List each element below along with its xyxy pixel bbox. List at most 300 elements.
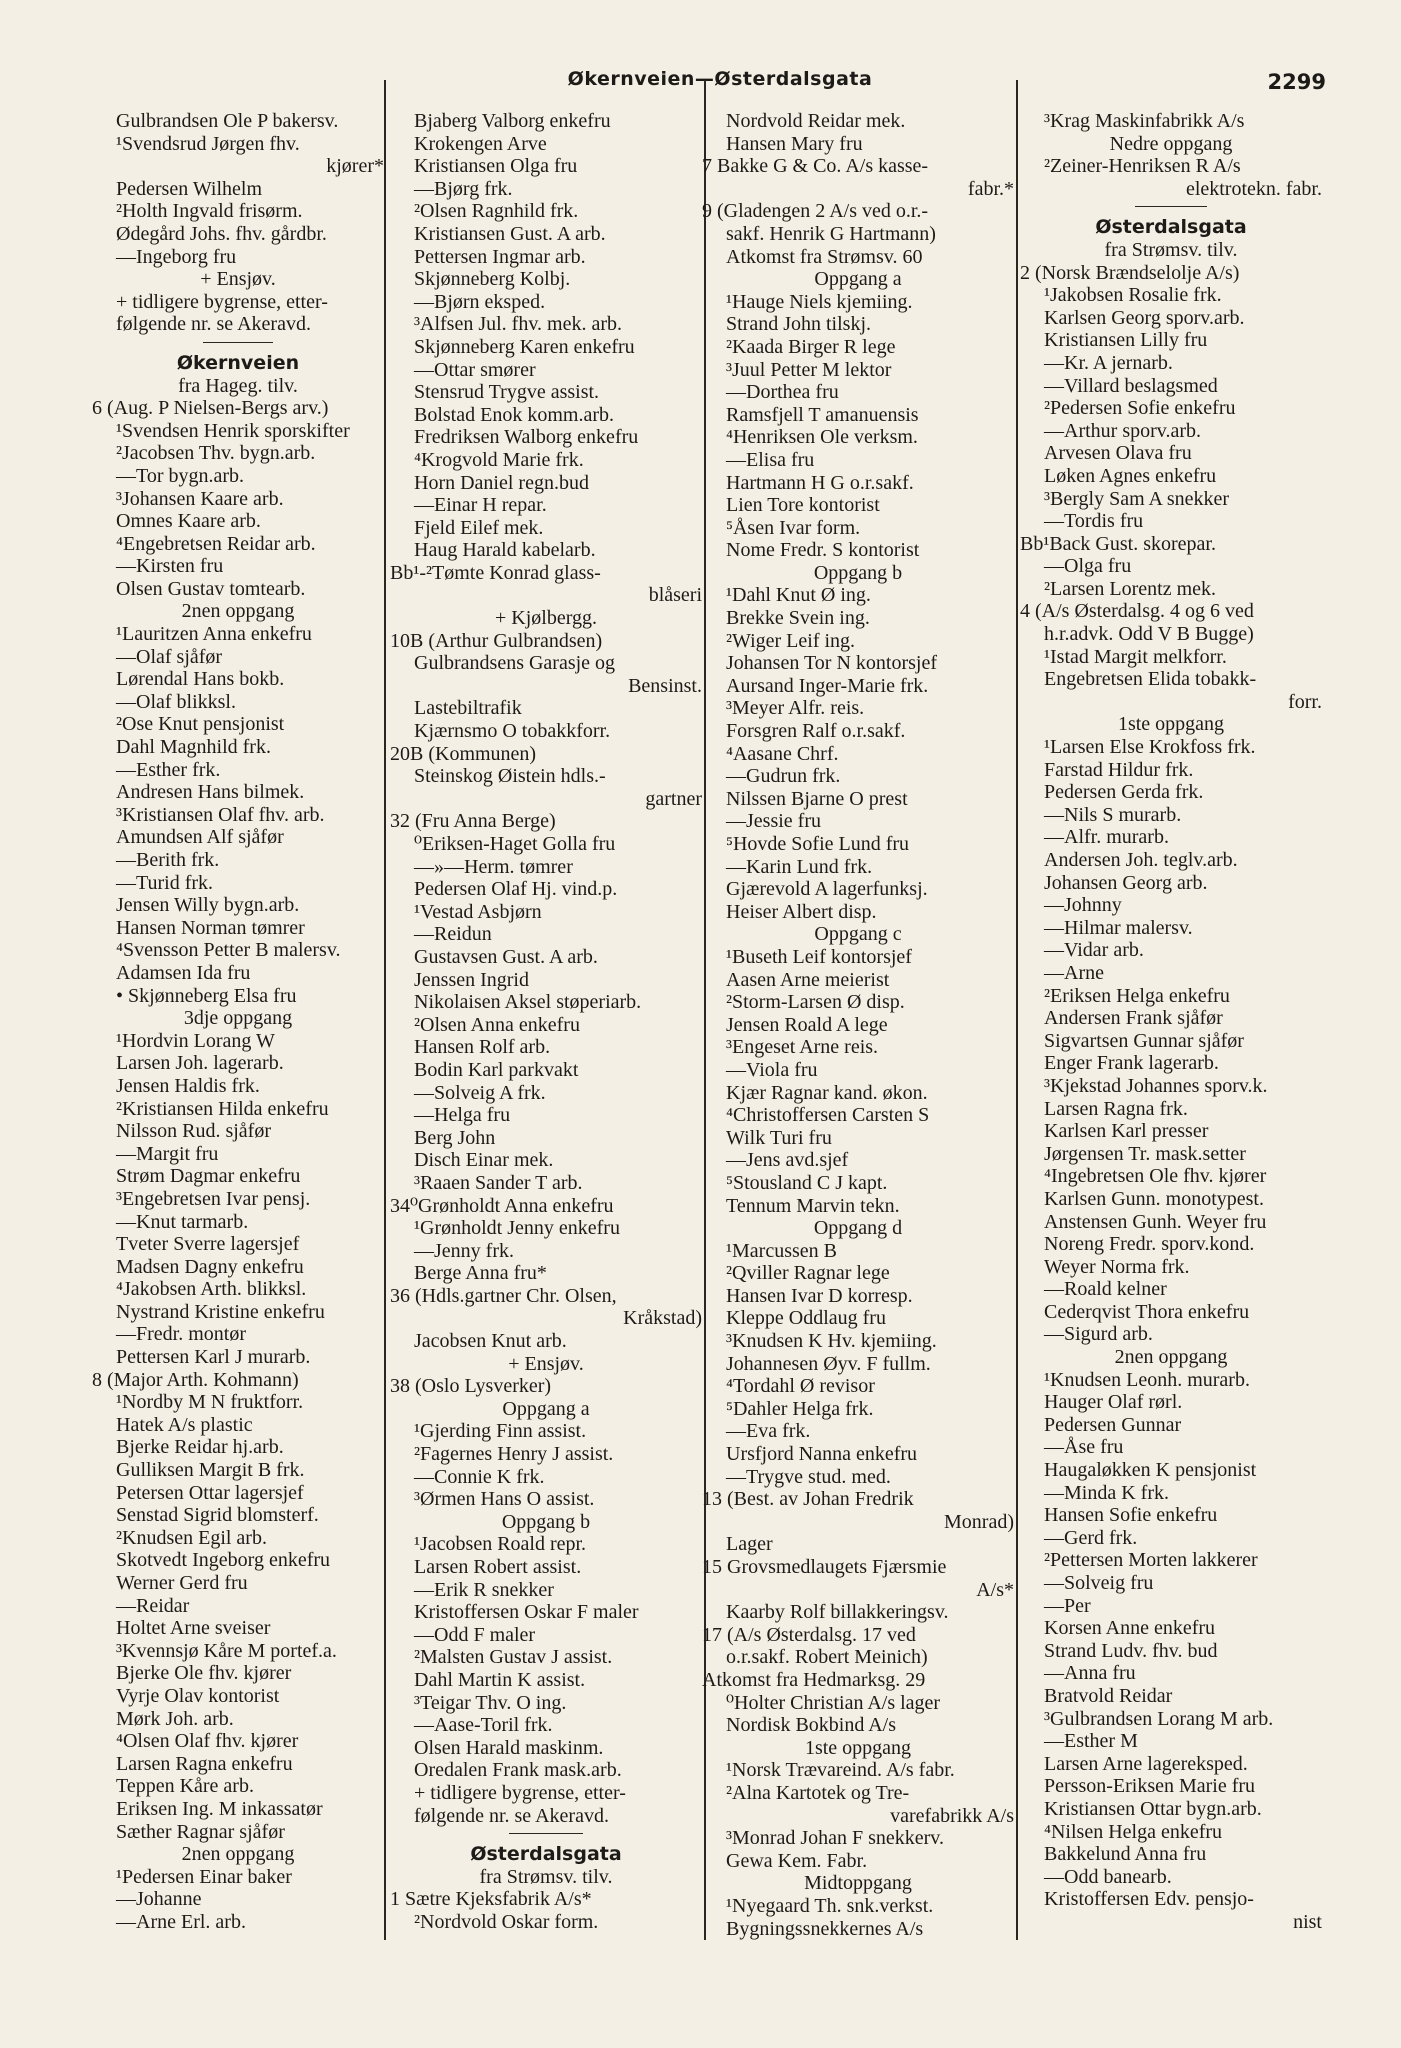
directory-line: Hansen Sofie enkefru [1044,1504,1218,1527]
directory-line: —Helga fru [414,1104,511,1127]
directory-line: Persson-Eriksen Marie fru [1044,1775,1256,1798]
directory-line: ¹Pedersen Einar baker [116,1865,292,1888]
directory-line: Teppen Kåre arb. [116,1775,254,1798]
directory-line: ³Monrad Johan F snekkerv. [726,1827,944,1850]
directory-line: —Reidar [116,1594,190,1617]
directory-line: Hauger Olaf rørl. [1044,1391,1183,1414]
directory-line: 1ste oppgang [1117,713,1225,736]
directory-line: + Ensjøv. [200,268,276,291]
directory-line: Hansen Rolf arb. [414,1036,551,1059]
directory-line: Andersen Frank sjåfør [1044,1007,1223,1030]
directory-line: Werner Gerd fru [116,1572,248,1594]
directory-line: —Turid frk. [116,871,214,894]
directory-line: Adamsen Ida fru [116,961,251,984]
directory-line: Haug Harald kabelarb. [414,539,596,562]
directory-line: Berg John [414,1126,496,1149]
directory-line: Larsen Ragna frk. [1044,1097,1188,1120]
directory-line: ³Engeset Arne reis. [726,1036,879,1059]
directory-line: Jørgensen Tr. mask.setter [1044,1142,1246,1165]
directory-line: ³Knudsen K Hv. kjemiing. [726,1330,937,1353]
directory-line: —Arne Erl. arb. [116,1910,246,1933]
directory-line: ¹Marcussen B [726,1239,837,1262]
directory-line: Pedersen Gerda frk. [1044,781,1204,804]
directory-line: Cederqvist Thora enkefru [1044,1300,1250,1323]
directory-line: —Margit fru [116,1142,219,1165]
directory-line: —Jens avd.sjef [726,1149,849,1172]
directory-line: Pedersen Olaf Hj. vind.p. [414,878,618,901]
directory-column-3 [702,110,1014,1940]
street-heading: Østerdalsgata [470,1843,622,1866]
directory-line: ²Larsen Lorentz mek. [1044,577,1217,600]
column-divider [1016,80,1018,1940]
directory-line: Krokengen Arve [414,132,547,155]
directory-line: Gulbrandsen Ole P bakersv. [116,110,339,132]
directory-line: Lastebiltrafik [414,697,522,720]
directory-line: Kjær Ragnar kand. økon. [726,1081,928,1104]
directory-line: Vyrje Olav kontorist [116,1684,280,1707]
directory-line: Ødegård Johs. fhv. gårdbr. [116,222,327,245]
directory-line: ¹Nyegaard Th. snk.verkst. [726,1894,934,1917]
directory-line: ³Kvennsjø Kåre M portef.a. [116,1639,337,1662]
directory-line: Karlsen Gunn. monotypest. [1044,1187,1264,1210]
directory-line: ³Teigar Thv. O ing. [414,1691,567,1714]
directory-line: —Reidun [414,923,492,946]
section-rule [92,336,384,348]
directory-line: ⁴Henriksen Ole verksm. [726,426,918,449]
directory-line: Tennum Marvin tekn. [726,1194,900,1217]
directory-line: —Jessie fru [726,810,821,833]
directory-line: Bratvold Reidar [1044,1684,1173,1707]
directory-line: 38 (Oslo Lysverker) [390,1375,552,1398]
directory-line: Haugaløkken K pensjonist [1044,1459,1257,1482]
directory-line: Hartmann H G o.r.sakf. [726,471,914,494]
directory-line: 10B (Arthur Gulbrandsen) [390,629,603,652]
directory-line: Jensen Haldis frk. [116,1074,260,1097]
directory-line: Lørendal Hans bokb. [116,668,285,691]
directory-line: —Odd F maler [414,1623,536,1646]
directory-line: Jenssen Ingrid [414,968,529,991]
directory-line: ²Nordvold Oskar form. [414,1910,599,1933]
directory-line: Forsgren Ralf o.r.sakf. [726,720,906,743]
directory-line: + Ensjøv. [508,1352,584,1375]
directory-line: —Aase-Toril frk. [414,1714,553,1737]
directory-line: ²Holth Ingvald frisørm. [116,200,303,223]
page-title: Økernveien—Østerdalsgata [567,68,873,90]
directory-line: Kristiansen Ottar bygn.arb. [1044,1797,1262,1820]
directory-line: Johansen Tor N kontorsjef [726,652,937,675]
directory-line: Johansen Georg arb. [1044,871,1208,894]
directory-line: ⁴Nilsen Helga enkefru [1044,1820,1223,1843]
directory-line: —Elisa fru [726,448,815,471]
directory-line: —Fredr. montør [116,1323,246,1346]
directory-line: —Tor bygn.arb. [116,464,245,487]
directory-line: Larsen Ragna enkefru [116,1752,293,1775]
directory-line: Nilsson Rud. sjåfør [116,1120,271,1143]
directory-line: Heiser Albert disp. [726,900,877,923]
directory-line: Hansen Ivar D korresp. [726,1284,913,1307]
directory-line: 17 (A/s Østerdalsg. 17 ved [702,1623,916,1646]
directory-line: ⁴Tordahl Ø revisor [726,1375,875,1398]
directory-line: blåseri [648,584,702,607]
directory-line: 6 (Aug. P Nielsen-Bergs arv.) [92,397,329,420]
street-heading: Østerdalsgata [1095,216,1247,239]
directory-line: Kristoffersen Oskar F maler [414,1601,639,1624]
directory-line: Nystrand Kristine enkefru [116,1300,325,1323]
column-divider [384,80,386,1940]
directory-line: 4 (A/s Østerdalsg. 4 og 6 ved [1020,600,1254,623]
directory-line: Wilk Turi fru [726,1126,832,1149]
directory-line: elektrotekn. fabr. [1185,177,1322,200]
directory-line: ³Engebretsen Ivar pensj. [116,1187,311,1210]
directory-line: ¹Svendsrud Jørgen fhv. [116,132,300,155]
section-rule [1020,200,1322,212]
directory-line: Kristiansen Gust. A arb. [414,222,606,245]
directory-line: ³Meyer Alfr. reis. [726,697,865,720]
directory-line: Nordvold Reidar mek. [726,110,906,132]
directory-line: Mørk Joh. arb. [116,1707,234,1730]
directory-line: Larsen Joh. lagerarb. [116,1052,284,1075]
directory-line: Pettersen Ingmar arb. [414,245,586,268]
directory-line: Strand John tilskj. [726,313,872,336]
directory-line: ⁴Olsen Olaf fhv. kjører [116,1730,299,1753]
directory-line: —Sigurd arb. [1044,1323,1153,1346]
directory-line: ²Kristiansen Hilda enkefru [116,1097,329,1120]
directory-line: ²Pettersen Morten lakkerer [1044,1549,1258,1572]
directory-line: Hansen Norman tømrer [116,916,305,939]
directory-line: —Eva frk. [726,1420,811,1443]
directory-line: —Esther frk. [116,758,221,781]
directory-line: ³Krag Maskinfabrikk A/s [1044,110,1245,132]
directory-line: Sigvartsen Gunnar sjåfør [1044,1029,1244,1052]
directory-line: ⁴Svensson Petter B malersv. [116,939,341,962]
directory-line: ²Qviller Ragnar lege [726,1262,890,1285]
directory-line: Noreng Fredr. sporv.kond. [1044,1233,1255,1256]
directory-line: + tidligere bygrense, etter- [116,290,328,313]
directory-line: Johannesen Øyv. F fullm. [726,1352,931,1375]
directory-line: —Viola fru [726,1058,818,1081]
directory-line: 15 Grovsmedlaugets Fjærsmie [702,1556,947,1578]
directory-line: Kristiansen Olga fru [414,155,578,178]
directory-line: Stensrud Trygve assist. [414,381,600,404]
directory-line: Lien Tore kontorist [726,494,880,517]
directory-line: Bb¹-²Tømte Konrad glass- [390,561,601,584]
directory-line: Weyer Norma frk. [1044,1255,1190,1278]
directory-line: 9 (Gladengen 2 A/s ved o.r.- [702,200,929,223]
directory-line: ¹Grønholdt Jenny enkefru [414,1217,620,1240]
directory-line: 8 (Major Arth. Kohmann) [92,1368,299,1391]
directory-line: 3dje oppgang [183,1007,293,1030]
directory-line: Oredalen Frank mask.arb. [414,1759,622,1782]
directory-line: sakf. Henrik G Hartmann) [726,222,936,245]
directory-line: Kristoffersen Edv. pensjo- [1044,1888,1254,1911]
directory-line: nist [1293,1910,1322,1933]
directory-line: ²Wiger Leif ing. [726,629,856,652]
directory-line: Andresen Hans bilmek. [116,781,305,804]
directory-line: 7 Bakke G & Co. A/s kasse- [702,155,929,178]
directory-line: —Erik R snekker [414,1578,554,1601]
directory-line: ⁵Dahler Helga frk. [726,1397,874,1420]
directory-line: Larsen Robert assist. [414,1556,582,1578]
directory-line: —Minda K frk. [1044,1481,1169,1504]
directory-line: Andersen Joh. teglv.arb. [1044,849,1238,871]
directory-line: ²Knudsen Egil arb. [116,1526,267,1549]
directory-line: ¹Jacobsen Roald repr. [414,1533,587,1556]
directory-line: + Kjølbergg. [494,607,597,630]
directory-line: ¹Gjerding Finn assist. [414,1420,587,1443]
directory-line: ¹Buseth Leif kontorsjef [726,945,912,968]
directory-line: ¹Jakobsen Rosalie frk. [1044,284,1222,307]
directory-line: ⁴Aasane Chrf. [726,742,839,765]
directory-line: Olsen Gustav tomtearb. [116,577,306,600]
directory-line: Bjerke Ole fhv. kjører [116,1662,292,1685]
directory-line: 1ste oppgang [804,1736,912,1759]
directory-line: Ramsfjell T amanuensis [726,403,919,426]
directory-line: —Vidar arb. [1044,939,1144,962]
directory-line: Løken Agnes enkefru [1044,464,1217,487]
directory-line: ³Juul Petter M lektor [726,358,892,381]
directory-line: Kjærnsmo O tobakkforr. [414,720,611,743]
directory-line: Aasen Arne meierist [726,968,890,991]
directory-line: ⁴Krogvold Marie frk. [414,448,584,471]
directory-line: Atkomst fra Hedmarksg. 29 [702,1668,926,1691]
directory-line: —Karin Lund frk. [726,855,873,878]
directory-line: Larsen Arne lagereksped. [1044,1752,1248,1775]
directory-line: Pettersen Karl J murarb. [116,1346,311,1369]
directory-line: ⁵Hovde Sofie Lund fru [726,833,910,855]
street-heading: Økernveien [176,351,300,374]
directory-line: ³Kjekstad Johannes sporv.k. [1044,1074,1268,1097]
directory-line: Oppgang b [813,561,903,584]
directory-line: Gustavsen Gust. A arb. [414,945,598,968]
directory-line: —Ottar smører [414,358,536,381]
directory-line: Bjerke Reidar hj.arb. [116,1436,284,1459]
directory-line: —Kirsten fru [116,555,224,578]
directory-line: Engebretsen Elida tobakk- [1044,668,1257,691]
directory-line: —Solveig fru [1044,1572,1154,1594]
directory-line: —Trygve stud. med. [726,1465,891,1488]
directory-line: Skjønneberg Karen enkefru [414,335,635,358]
directory-line: ⁵Stousland C J kapt. [726,1171,888,1194]
directory-line: —Johanne [116,1888,202,1911]
directory-line: ⁰Eriksen-Haget Golla fru [414,833,616,855]
page-number: 2299 [1267,70,1326,94]
directory-line: Kleppe Oddlaug fru [726,1307,886,1330]
directory-line: Dahl Magnhild frk. [116,736,271,759]
directory-line: —Arne [1044,961,1104,984]
directory-line: Eriksen Ing. M inkassatør [116,1797,323,1820]
directory-line: o.r.sakf. Robert Meinich) [726,1646,928,1669]
directory-line: Gulliksen Margit B frk. [116,1459,305,1482]
directory-line: Steinskog Øistein hdls.- [414,765,606,788]
directory-line: Oppgang d [813,1217,903,1240]
directory-line: fra Strømsv. tilv. [1104,238,1238,261]
directory-line: Horn Daniel regn.bud [414,471,589,494]
directory-line: Atkomst fra Strømsv. 60 [726,245,923,268]
directory-line: ²Olsen Anna enkefru [414,1013,580,1036]
directory-line: gartner [645,787,702,810]
directory-line: Monrad) [944,1510,1014,1533]
directory-line: 2nen oppgang [1114,1346,1228,1369]
directory-line: ²Fagernes Henry J assist. [414,1443,614,1466]
directory-line: —Arthur sporv.arb. [1044,419,1202,442]
directory-line: 2nen oppgang [181,600,295,623]
directory-line: fra Hageg. tilv. [178,374,298,397]
directory-line: Pedersen Gunnar [1044,1413,1182,1436]
directory-line: ⁴Christoffersen Carsten S [726,1104,930,1127]
directory-line: —Kr. A jernarb. [1044,351,1173,374]
directory-line: ¹Svendsen Henrik sporskifter [116,419,350,442]
directory-line: —Åse fru [1044,1436,1124,1459]
directory-line: Lager [726,1533,773,1556]
directory-line: —Nils S murarb. [1044,803,1182,826]
directory-line: ³Johansen Kaare arb. [116,487,284,510]
directory-line: Madsen Dagny enkefru [116,1255,304,1278]
directory-line: ²Jacobsen Thv. bygn.arb. [116,442,316,465]
directory-line: 2nen oppgang [181,1843,295,1866]
directory-column-2 [390,110,702,1940]
directory-line: kjører* [326,155,384,178]
directory-line: Oppgang b [501,1510,591,1533]
directory-line: A/s* [976,1578,1014,1601]
directory-line: 34⁰Grønholdt Anna enkefru [390,1194,614,1217]
directory-line: —Olaf sjåfør [116,645,223,668]
directory-line: Nikolaisen Aksel støperiarb. [414,991,642,1014]
directory-line: Skjønneberg Kolbj. [414,268,571,291]
directory-line: Kaarby Rolf billakkeringsv. [726,1601,949,1624]
directory-line: Nedre oppgang [1109,132,1233,155]
directory-line: ³Ørmen Hans O assist. [414,1488,595,1511]
directory-line: Bjaberg Valborg enkefru [414,110,611,132]
directory-line: ¹Vestad Asbjørn [414,900,542,923]
directory-line: Pedersen Wilhelm [116,177,263,200]
directory-line: Korsen Anne enkefru [1044,1617,1216,1640]
directory-line: —Olga fru [1044,555,1132,578]
directory-line: ²Zeiner-Henriksen R A/s [1044,155,1241,178]
directory-line: —Knut tarmarb. [116,1210,249,1233]
directory-line: ¹Larsen Else Krokfoss frk. [1044,736,1256,759]
directory-line: ³Alfsen Jul. fhv. mek. arb. [414,313,622,336]
directory-line: ¹Hordvin Lorang W [116,1029,275,1052]
directory-line: Kristiansen Lilly fru [1044,329,1208,352]
directory-line: —Villard beslagsmed [1044,374,1218,397]
directory-line: Jensen Roald A lege [726,1013,888,1036]
directory-line: Fjeld Eilef mek. [414,516,544,539]
directory-line: —Dorthea fru [726,381,839,404]
directory-column-4 [1020,110,1322,1940]
directory-line: ²Olsen Ragnhild frk. [414,200,579,223]
directory-line: Jacobsen Knut arb. [414,1330,567,1353]
directory-line: —Tordis fru [1044,510,1144,533]
directory-line: + tidligere bygrense, etter- [414,1781,626,1804]
directory-line: Oppgang a [502,1397,590,1420]
directory-line: Arvesen Olava fru [1044,442,1192,465]
directory-column-1 [92,110,384,1940]
directory-line: —Gerd frk. [1044,1526,1138,1549]
directory-line: —»—Herm. tømrer [414,855,573,878]
directory-line: Omnes Kaare arb. [116,510,261,533]
directory-line: ²Alna Kartotek og Tre- [726,1781,910,1804]
directory-line: Ursfjord Nanna enkefru [726,1443,918,1466]
directory-line: Olsen Harald maskinm. [414,1736,604,1759]
directory-line: Strøm Dagmar enkefru [116,1165,301,1188]
directory-line: —Solveig A frk. [414,1081,546,1104]
directory-line: ²Ose Knut pensjonist [116,713,285,736]
directory-line: ³Gulbrandsen Lorang M arb. [1044,1707,1274,1730]
directory-line: Bygningssnekkernes A/s [726,1917,924,1940]
directory-line: 13 (Best. av Johan Fredrik [702,1488,914,1511]
directory-line: ²Pedersen Sofie enkefru [1044,397,1236,420]
directory-line: Midtoppgang [804,1872,912,1895]
directory-line: —Bjørn eksped. [414,290,546,313]
directory-line: Kråkstad) [623,1307,702,1330]
directory-line: Senstad Sigrid blomsterf. [116,1504,319,1527]
directory-line: ¹Lauritzen Anna enkefru [116,623,312,646]
directory-line: varefabrikk A/s [890,1804,1014,1827]
directory-line: følgende nr. se Akeravd. [116,313,311,336]
directory-line: Dahl Martin K assist. [414,1668,586,1691]
directory-line: Petersen Ottar lagersjef [116,1481,304,1504]
directory-line: Farstad Hildur frk. [1044,758,1194,781]
directory-line: Nome Fredr. S kontorist [726,539,920,562]
directory-line: Skotvedt Ingeborg enkefru [116,1549,331,1572]
directory-line: Karlsen Karl presser [1044,1120,1209,1143]
directory-line: Fredriksen Walborg enkefru [414,426,639,449]
directory-line: Disch Einar mek. [414,1149,554,1172]
directory-line: Bensinst. [628,674,702,697]
directory-line: ³Raaen Sander T arb. [414,1171,583,1194]
directory-line: Brekke Svein ing. [726,607,870,630]
directory-line: 36 (Hdls.gartner Chr. Olsen, [390,1284,617,1307]
directory-line: h.r.advk. Odd V B Bugge) [1044,623,1254,646]
directory-line: ¹Hauge Niels kjemiing. [726,290,913,313]
directory-line: —Alfr. murarb. [1044,826,1169,849]
directory-line: 32 (Fru Anna Berge) [390,810,556,833]
directory-line: ¹Knudsen Leonh. murarb. [1044,1368,1250,1391]
directory-line: ⁴Engebretsen Reidar arb. [116,532,316,555]
directory-line: Strand Ludv. fhv. bud [1044,1639,1218,1662]
directory-line: Enger Frank lagerarb. [1044,1052,1219,1075]
directory-line: —Jenny frk. [414,1239,514,1262]
directory-line: ²Eriksen Helga enkefru [1044,984,1230,1007]
directory-line: ³Bergly Sam A snekker [1044,487,1230,510]
directory-line: Nilssen Bjarne O prest [726,787,908,810]
directory-line: Tveter Sverre lagersjef [116,1233,300,1256]
directory-line: fra Strømsv. tilv. [479,1865,613,1888]
directory-line: ⁵Åsen Ivar form. [726,516,861,539]
directory-line: ²Kaada Birger R lege [726,335,896,358]
directory-line: ⁴Jakobsen Arth. blikksl. [116,1278,307,1301]
directory-line: —Connie K frk. [414,1465,545,1488]
directory-line: ⁴Ingebretsen Ole fhv. kjører [1044,1165,1267,1188]
directory-line: ³Kristiansen Olaf fhv. arb. [116,803,325,826]
directory-line: —Odd banearb. [1044,1865,1172,1888]
directory-line: 20B (Kommunen) [390,742,537,765]
directory-line: følgende nr. se Akeravd. [414,1804,609,1827]
directory-line: ¹Nordby M N fruktforr. [116,1391,304,1414]
directory-line: forr. [1288,690,1322,713]
directory-line: Gulbrandsens Garasje og [414,652,616,675]
directory-line: ²Malsten Gustav J assist. [414,1646,613,1669]
directory-line: ¹Istad Margit melkforr. [1044,645,1227,668]
directory-line: Holtet Arne sveiser [116,1617,271,1640]
directory-line: Bodin Karl parkvakt [414,1058,579,1081]
page-header [100,66,1340,100]
directory-line: Amundsen Alf sjåfør [116,826,284,849]
directory-line: Oppgang a [814,268,902,291]
directory-line: —Einar H repar. [414,494,547,517]
directory-line: —Anna fru [1044,1662,1136,1685]
directory-line: —Hilmar malersv. [1044,916,1193,939]
